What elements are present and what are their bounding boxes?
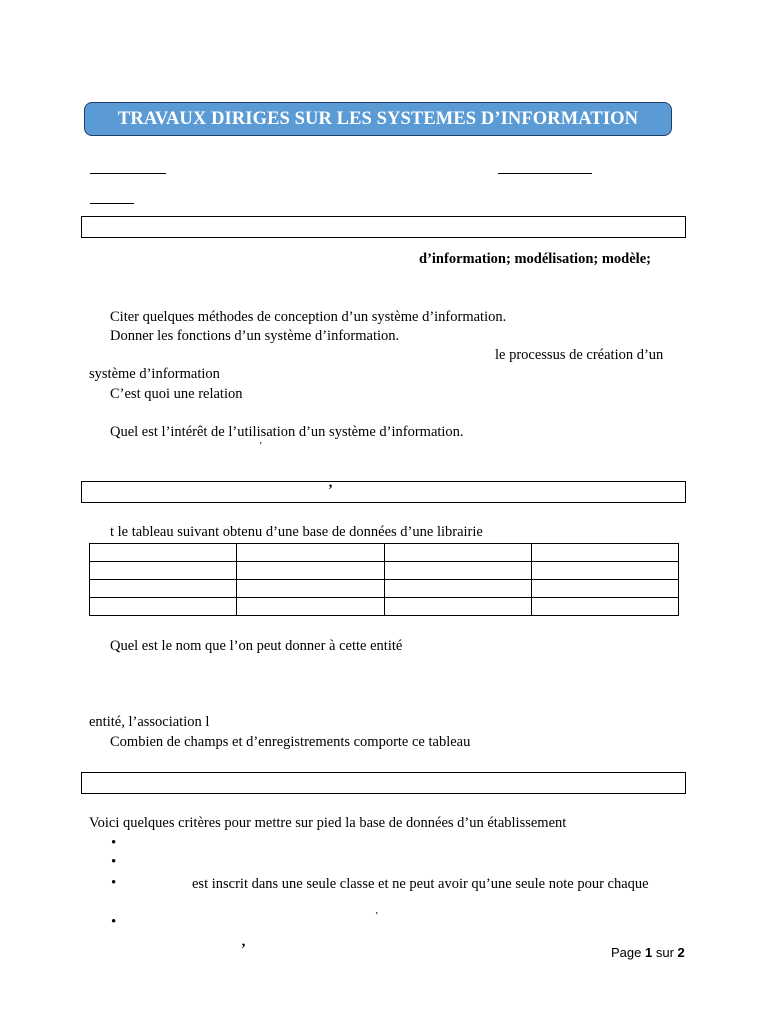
page-number bbox=[611, 945, 685, 960]
criteria-item-3: est inscrit dans une seule classe et ne peut avoir qu’une seule note pour chaque bbox=[192, 876, 649, 892]
underline-right bbox=[498, 173, 592, 174]
underline-left bbox=[90, 173, 166, 174]
table-cell bbox=[237, 544, 384, 562]
table-cell bbox=[531, 562, 678, 580]
table-row bbox=[90, 598, 679, 616]
of-label: sur bbox=[655, 945, 674, 960]
table-cell bbox=[384, 562, 531, 580]
question-fields-records: Combien de champs et d’enregistrements comporte ce tableau bbox=[110, 734, 471, 750]
table-cell bbox=[237, 598, 384, 616]
table-row bbox=[90, 544, 679, 562]
table-cell bbox=[237, 580, 384, 598]
question-1: Citer quelques méthodes de conception d’un système d’information. bbox=[110, 309, 507, 325]
table-cell bbox=[384, 580, 531, 598]
page-label: Page bbox=[611, 945, 642, 960]
table-row bbox=[90, 562, 679, 580]
table-cell bbox=[384, 598, 531, 616]
table-cell bbox=[90, 580, 237, 598]
page-total: 2 bbox=[677, 945, 685, 960]
table-intro: t le tableau suivant obtenu d’une base de données d’une librairie bbox=[110, 524, 483, 540]
bullet-marker: • bbox=[111, 914, 117, 930]
question-entity-name: Quel est le nom que l’on peut donner à cette entité bbox=[110, 638, 403, 654]
table-cell bbox=[531, 544, 678, 562]
stray-apostrophe: ’ bbox=[259, 441, 263, 452]
bullet-marker: • bbox=[111, 875, 117, 891]
stray-apostrophe: ’ bbox=[241, 941, 246, 957]
table-cell bbox=[237, 562, 384, 580]
question-4: C’est quoi une relation bbox=[110, 386, 243, 402]
page-current: 1 bbox=[645, 945, 653, 960]
keywords-line: d’information; modélisation; modèle; bbox=[419, 251, 651, 267]
section-2-box-mark: ’ bbox=[328, 482, 333, 498]
library-table bbox=[89, 543, 679, 616]
bullet-marker: • bbox=[111, 854, 117, 870]
question-association: entité, l’association l bbox=[89, 714, 210, 730]
stray-apostrophe: ’ bbox=[375, 911, 379, 922]
question-3-part-b: système d’information bbox=[89, 366, 220, 382]
question-3-part-a: le processus de création d’un bbox=[495, 347, 664, 363]
table-cell bbox=[531, 598, 678, 616]
question-2: Donner les fonctions d’un système d’information. bbox=[110, 328, 400, 344]
section-2-heading-box bbox=[81, 481, 686, 503]
section-3-heading-box bbox=[81, 772, 686, 794]
title-banner bbox=[84, 102, 672, 136]
underline-small bbox=[90, 203, 134, 204]
table-row bbox=[90, 580, 679, 598]
section-1-heading-box bbox=[81, 216, 686, 238]
criteria-intro: Voici quelques critères pour mettre sur pied la base de données d’un établissement bbox=[89, 815, 567, 831]
table-cell bbox=[90, 598, 237, 616]
table-cell bbox=[90, 544, 237, 562]
document-title: TRAVAUX DIRIGES SUR LES SYSTEMES D’INFORMATION bbox=[117, 108, 639, 129]
table-cell bbox=[90, 562, 237, 580]
bullet-marker: • bbox=[111, 835, 117, 851]
table-cell bbox=[531, 580, 678, 598]
table-cell bbox=[384, 544, 531, 562]
question-5: Quel est l’intérêt de l’utilisation d’un système d’information. bbox=[110, 424, 464, 440]
